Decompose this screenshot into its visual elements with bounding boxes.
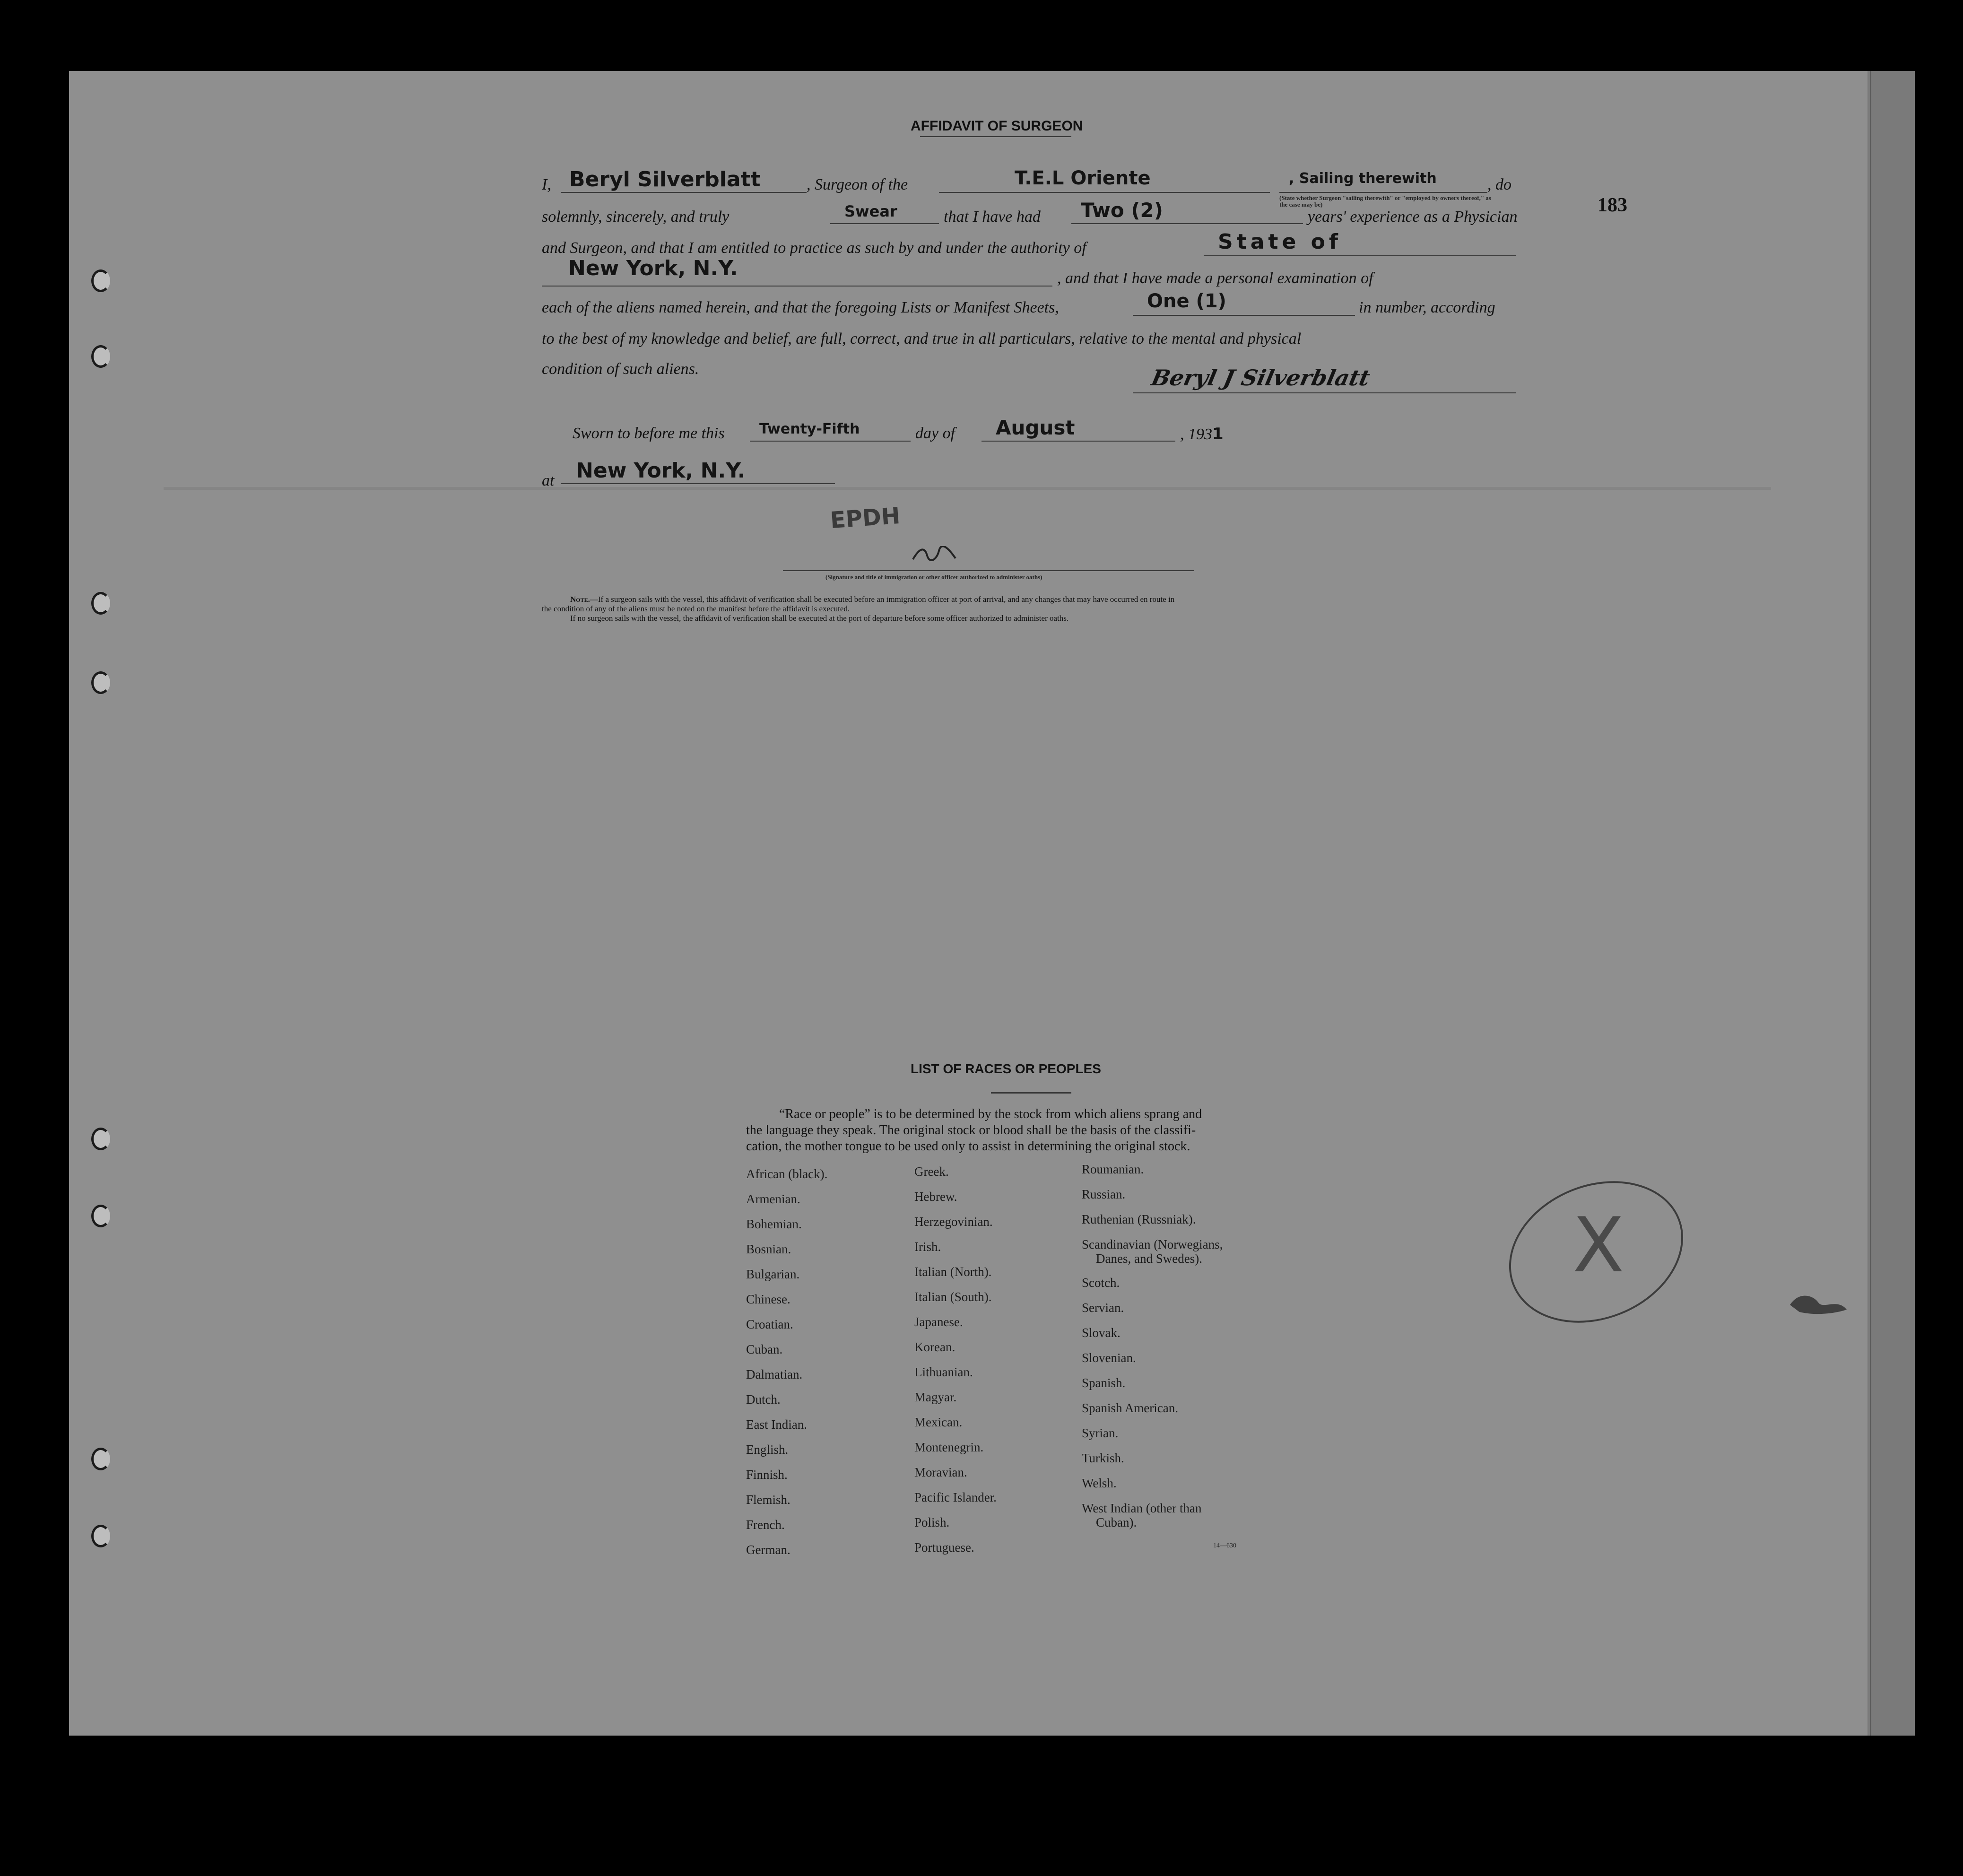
do-label: , do — [1487, 176, 1511, 193]
race-item: Finnish. — [746, 1468, 788, 1482]
affidavit-line-1: I, — [542, 176, 551, 193]
physician-label: years' experience as a Physician — [1308, 208, 1518, 226]
race-item: Croatian. — [746, 1317, 793, 1331]
race-item: African (black). — [746, 1167, 828, 1181]
race-item: Danes, and Swedes). — [1096, 1251, 1202, 1266]
year-label: , 1931 — [1180, 425, 1224, 443]
right-edge-line — [1870, 71, 1871, 1736]
vessel-name: T.E.L Oriente — [1015, 167, 1151, 189]
sheet-count: One (1) — [1147, 290, 1226, 312]
race-item: Scotch. — [1082, 1276, 1120, 1290]
punch-hole — [91, 345, 110, 368]
authority-label: and Surgeon, and that I am entitled to practice as such by and under the authority of — [542, 239, 1086, 257]
surgeon-signature: Beryl J Silverblatt — [1149, 365, 1372, 391]
experience-label: that I have had — [944, 208, 1041, 226]
punch-hole — [91, 1525, 110, 1547]
race-item: Slovak. — [1082, 1326, 1120, 1340]
race-item: Flemish. — [746, 1493, 790, 1507]
race-item: Dutch. — [746, 1392, 781, 1407]
sworn-day: Twenty-Fifth — [759, 421, 860, 437]
affidavit-line-7: condition of such aliens. — [542, 360, 699, 378]
circled-x-mark — [1502, 1172, 1691, 1329]
race-item: Italian (South). — [914, 1290, 992, 1304]
aliens-label: each of the aliens named herein, and that the foregoing Lists or Manifest Sheets, — [542, 299, 1059, 316]
race-item: Armenian. — [746, 1192, 800, 1206]
officer-stamp: EPDH — [829, 502, 901, 534]
sailing-status: , Sailing therewith — [1289, 170, 1437, 187]
race-item: Turkish. — [1082, 1451, 1124, 1465]
race-item: Spanish. — [1082, 1376, 1126, 1390]
sworn-place: New York, N.Y. — [576, 459, 746, 483]
authority-place: New York, N.Y. — [568, 256, 738, 280]
race-item: Montenegrin. — [914, 1440, 984, 1454]
race-item: Russian. — [1082, 1187, 1126, 1201]
page-number: 183 — [1598, 194, 1627, 216]
solemnly-label: solemnly, sincerely, and truly — [542, 208, 730, 226]
note-line-1: —If a surgeon sails with the vessel, this affidavit of verification shall be executed before an immigration officer at port of arrival, and any changes that may have occurred en route in — [590, 595, 1175, 604]
race-item: Hebrew. — [914, 1190, 957, 1204]
race-item: French. — [746, 1518, 785, 1532]
surgeon-name: Beryl Silverblatt — [569, 167, 761, 191]
race-item: Dalmatian. — [746, 1367, 803, 1381]
race-item: Scandinavian (Norwegians, — [1082, 1237, 1223, 1251]
form-number: 14—630 — [1213, 1542, 1236, 1549]
race-item: Lithuanian. — [914, 1365, 973, 1379]
race-item: English. — [746, 1442, 789, 1457]
race-item: Welsh. — [1082, 1476, 1117, 1490]
authority-state: State of — [1218, 230, 1342, 254]
race-item: Polish. — [914, 1515, 950, 1529]
race-item: Japanese. — [914, 1315, 963, 1329]
examination-label: , and that I have made a personal examination of — [1057, 269, 1373, 287]
punch-hole — [91, 1128, 110, 1150]
race-item: Mexican. — [914, 1415, 963, 1429]
rule-sworn-day — [750, 441, 911, 442]
affidavit-line-6: to the best of my knowledge and belief, are full, correct, and true in all particulars, relative to the mental and physical — [542, 330, 1302, 347]
race-item: Servian. — [1082, 1301, 1124, 1315]
punch-hole — [91, 671, 110, 694]
year-digit: 1 — [1212, 425, 1224, 443]
punch-hole — [91, 269, 110, 292]
race-item: Cuban). — [1096, 1515, 1137, 1529]
punch-hole — [91, 1448, 110, 1470]
races-intro-line: the language they speak. The original stock or blood shall be the basis of the classifi- — [746, 1123, 1196, 1138]
race-item: Pacific Islander. — [914, 1490, 997, 1504]
races-intro-line: cation, the mother tongue to be used only to assist in determining the original stock. — [746, 1139, 1190, 1154]
right-edge-shadow — [1867, 71, 1915, 1736]
ink-smudge — [1785, 1286, 1851, 1319]
title-underline — [920, 136, 1071, 137]
race-item: Greek. — [914, 1164, 949, 1179]
punch-hole — [91, 1205, 110, 1227]
race-item: Slovenian. — [1082, 1351, 1136, 1365]
race-item: Magyar. — [914, 1390, 957, 1404]
rule-sheet-count — [1133, 315, 1355, 316]
affidavit-note — [542, 595, 1539, 623]
day-of-label: day of — [915, 425, 955, 442]
race-item: German. — [746, 1543, 790, 1557]
note-line-2: the condition of any of the aliens must be noted on the manifest before the affidavit is executed. — [542, 604, 850, 613]
rule-sailing — [1279, 192, 1487, 193]
rule-oath — [830, 223, 939, 224]
race-item: East Indian. — [746, 1417, 807, 1432]
surgeon-of-label: , Surgeon of the — [807, 176, 908, 193]
race-item: Irish. — [914, 1240, 941, 1254]
years-experience: Two (2) — [1081, 199, 1163, 222]
races-title: LIST OF RACES OR PEOPLES — [911, 1061, 1101, 1076]
race-item: Syrian. — [1082, 1426, 1119, 1440]
race-item: Bohemian. — [746, 1217, 802, 1231]
rule-authority-place — [542, 286, 1052, 287]
officer-caption: (Signature and title of immigration or other officer authorized to administer oaths) — [825, 573, 1042, 581]
race-item: Korean. — [914, 1340, 955, 1354]
at-label: at — [542, 472, 555, 489]
race-item: Moravian. — [914, 1465, 967, 1479]
rule-signature — [1133, 392, 1516, 393]
race-item: Herzegovinian. — [914, 1215, 993, 1229]
circled-x-letter: X — [1572, 1201, 1624, 1289]
state-whether-note: (State whether Surgeon "sailing therewith" or "employed by owners thereof," as the case may be) — [1279, 194, 1491, 208]
note-line-3: If no surgeon sails with the vessel, the affidavit of verification shall be executed at the port of departure before some officer authorized to administer oaths. — [570, 614, 1069, 623]
rule-sworn-month — [982, 441, 1175, 442]
race-item: Roumanian. — [1082, 1162, 1144, 1176]
race-item: Spanish American. — [1082, 1401, 1178, 1415]
race-item: Ruthenian (Russniak). — [1082, 1212, 1196, 1226]
races-title-underline — [991, 1092, 1071, 1094]
rule-years — [1071, 223, 1303, 224]
rule-surgeon-name — [561, 192, 807, 193]
affidavit-title: AFFIDAVIT OF SURGEON — [911, 118, 1083, 134]
punch-hole — [91, 592, 110, 615]
rule-vessel — [939, 192, 1270, 193]
sworn-month: August — [996, 416, 1075, 439]
race-item: Bulgarian. — [746, 1267, 800, 1281]
rule-sworn-place — [561, 483, 835, 484]
oath-word: Swear — [844, 202, 897, 220]
rule-authority — [1204, 255, 1516, 256]
in-number-label: in number, according — [1359, 299, 1495, 316]
sworn-label: Sworn to before me this — [573, 425, 725, 442]
race-item: Portuguese. — [914, 1540, 974, 1555]
race-item: Chinese. — [746, 1292, 790, 1306]
race-item: Bosnian. — [746, 1242, 791, 1256]
bleed-through-rows — [164, 487, 1818, 1016]
rule-officer — [783, 570, 1194, 571]
note-label: Note. — [570, 595, 590, 604]
race-item: West Indian (other than — [1082, 1501, 1202, 1515]
races-intro — [746, 1106, 1202, 1155]
officer-initials-scrawl — [911, 546, 958, 562]
races-intro-line: “Race or people” is to be determined by the stock from which aliens sprang and — [779, 1107, 1202, 1121]
manifest-sheet — [69, 71, 1915, 1736]
race-item: Cuban. — [746, 1342, 783, 1356]
race-item: Italian (North). — [914, 1265, 992, 1279]
